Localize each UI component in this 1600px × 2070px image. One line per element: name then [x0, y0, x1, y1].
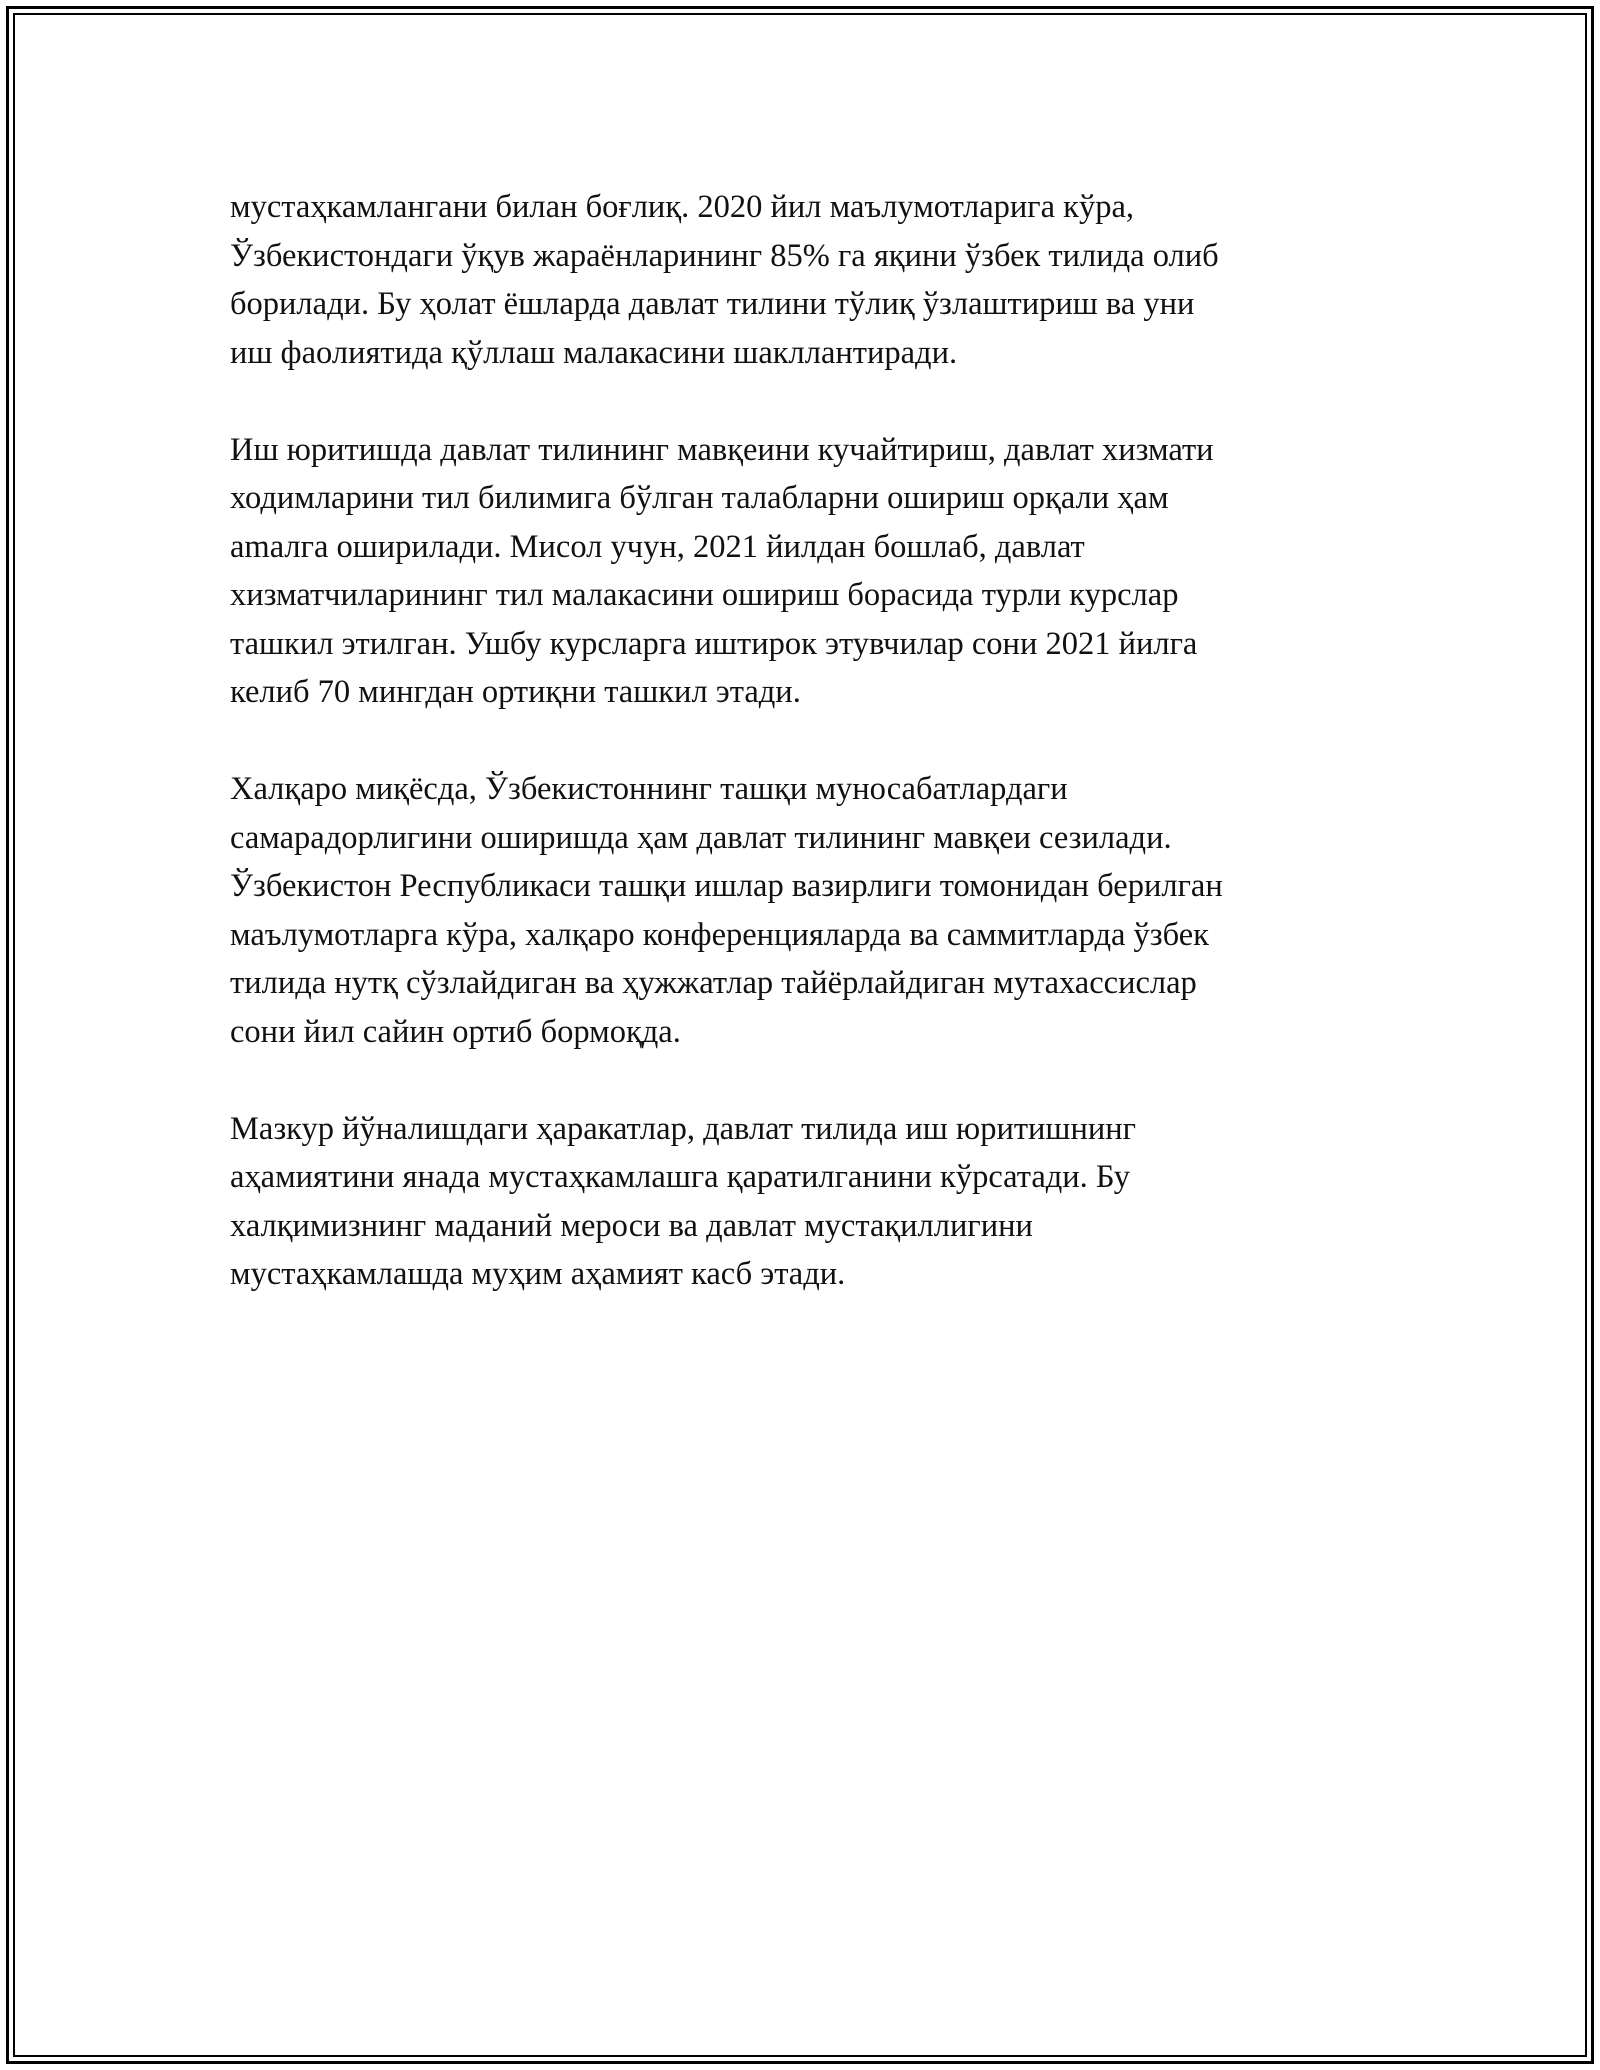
- paragraph-3: Халқаро миқёсда, Ўзбекистоннинг ташқи муносабатлардаги самарадорлигини оширишда ҳам давлат тилининг мавқеи сезилади. Ўзбекистон Республикаси ташқи ишлар вазирлиги томонидан берилган маълумотларга кўра, халқаро конференцияларда ва саммитларда ўзбек тилида нутқ сўзлайдиган ва ҳужжатлар тайёрлайдиган мутахассислар сони йил сайин ортиб бормоқда.: [230, 771, 1223, 1050]
- document-body: [230, 183, 1390, 1347]
- paragraph-4: Мазкур йўналишдаги ҳаракатлар, давлат тилида иш юритишнинг aҳамиятини янада мустаҳкамлашга қаратилганини кўрсатади. Бу халқимизнинг маданий мероси ва давлат мустақиллигини мустаҳкамлашда муҳим аҳамият касб этади.: [230, 1110, 1136, 1292]
- paragraph-2: Иш юритишда давлат тилининг мавқеини кучайтириш, давлат хизмати ходимларини тил билимига бўлган талабларни ошириш орқали ҳам amалга оширилади. Мисол учун, 2021 йилдан бошлаб, давлат хизматчиларининг тил малакасини ошириш борасида турли курслар ташкил этилган. Ушбу курсларга иштирок этувчилар сони 2021 йилга келиб 70 мингдан ортиқни ташкил этади.: [230, 431, 1214, 710]
- paragraph-1: мустаҳкамлангани билан боғлиқ. 2020 йил маълумотларига кўра, Ўзбекистондаги ўқув жараёнларининг 85% га яқини ўзбек тилида олиб борилади. Бу ҳолат ёшларда давлат тилини тўлиқ ўзлаштириш ва уни иш фаолиятида қўллаш малакасини шакллантиради.: [230, 189, 1219, 371]
